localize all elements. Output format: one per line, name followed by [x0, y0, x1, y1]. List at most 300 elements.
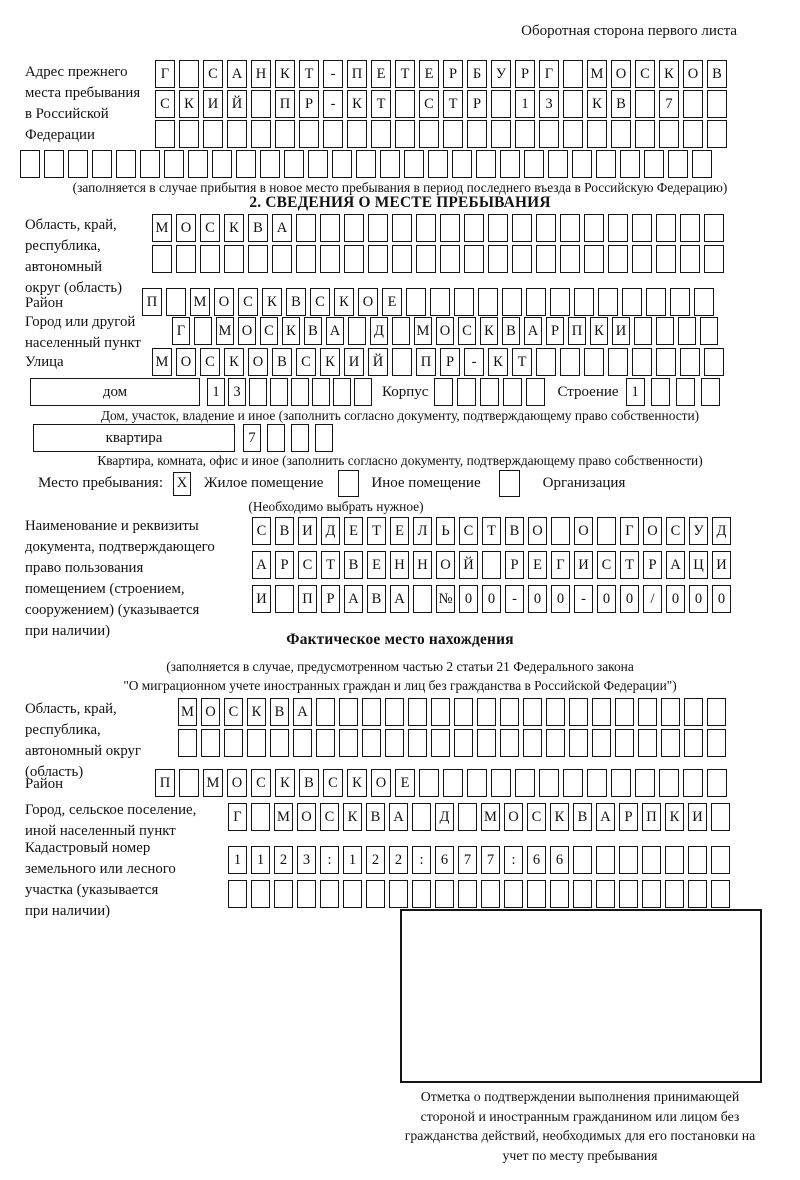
char-box: [443, 769, 463, 797]
char-box: [632, 245, 652, 273]
char-box: Г: [539, 60, 559, 88]
region-row-2: [152, 245, 724, 273]
district-row: [142, 288, 714, 316]
stay-type-label: Место пребывания:: [38, 475, 163, 491]
char-box: Е: [382, 288, 402, 316]
char-box: [395, 120, 415, 148]
char-box: П: [416, 348, 436, 376]
char-box: [274, 880, 293, 908]
char-box: :: [504, 846, 523, 874]
char-box: [688, 880, 707, 908]
char-box: С: [666, 517, 685, 545]
char-box: 0: [666, 585, 685, 613]
actual-location-note-1: (заполняется в случае, предусмотренном частью 2 статьи 21 Федерального закона: [166, 659, 634, 674]
char-box: [308, 150, 328, 178]
char-box: [608, 348, 628, 376]
label-line: Город, сельское поселение,: [25, 802, 197, 818]
char-box: [620, 150, 640, 178]
char-box: А: [524, 317, 542, 345]
house-number-cells: [207, 378, 372, 406]
char-box: [500, 729, 519, 757]
char-box: [248, 245, 268, 273]
char-box: С: [635, 60, 655, 88]
char-box: 7: [481, 846, 500, 874]
char-box: [251, 120, 271, 148]
char-box: [707, 120, 727, 148]
char-box: 0: [528, 585, 547, 613]
char-box: [392, 348, 412, 376]
char-box: [368, 214, 388, 242]
char-box: 2: [389, 846, 408, 874]
char-box: :: [412, 846, 431, 874]
char-box: К: [282, 317, 300, 345]
char-box: А: [666, 551, 685, 579]
char-box: [316, 698, 335, 726]
char-box: [464, 245, 484, 273]
char-box: [678, 317, 696, 345]
char-box: [179, 60, 199, 88]
document-row-3: [252, 585, 731, 613]
char-box: М: [152, 348, 172, 376]
char-box: [526, 288, 546, 316]
char-box: [608, 245, 628, 273]
char-box: П: [142, 288, 162, 316]
char-box: 6: [435, 846, 454, 874]
char-box: П: [347, 60, 367, 88]
char-box: К: [334, 288, 354, 316]
char-box: А: [596, 803, 615, 831]
char-box: [251, 803, 270, 831]
char-box: М: [190, 288, 210, 316]
char-box: [297, 880, 316, 908]
char-box: [477, 729, 496, 757]
korpus-cells: [434, 378, 545, 406]
char-box: [431, 729, 450, 757]
char-box: С: [320, 803, 339, 831]
char-box: К: [179, 90, 199, 118]
char-box: 0: [712, 585, 731, 613]
char-box: В: [502, 317, 520, 345]
char-box: 1: [207, 378, 225, 406]
char-box: [608, 214, 628, 242]
char-box: С: [527, 803, 546, 831]
char-box: [320, 214, 340, 242]
char-box: К: [587, 90, 607, 118]
char-box: 3: [539, 90, 559, 118]
char-box: [622, 288, 642, 316]
char-box: [512, 245, 532, 273]
char-box: В: [707, 60, 727, 88]
char-box: М: [414, 317, 432, 345]
label-line: право пользования: [25, 560, 144, 576]
char-box: К: [488, 348, 508, 376]
char-box: [615, 729, 634, 757]
char-box: Е: [419, 60, 439, 88]
region-label: [25, 215, 122, 299]
char-box: И: [252, 585, 271, 613]
char-box: И: [688, 803, 707, 831]
char-box: [563, 60, 583, 88]
char-box: [502, 288, 522, 316]
char-box: [548, 150, 568, 178]
char-box: Н: [390, 551, 409, 579]
char-box: [683, 120, 703, 148]
char-box: К: [224, 348, 244, 376]
actual-district-label: Район: [25, 776, 64, 792]
char-box: Д: [321, 517, 340, 545]
actual-city-row: [228, 803, 730, 831]
char-box: [116, 150, 136, 178]
char-box: Д: [435, 803, 454, 831]
char-box: [404, 150, 424, 178]
label-line: округ (область): [25, 280, 123, 296]
char-box: К: [275, 60, 295, 88]
char-box: [435, 880, 454, 908]
char-box: [676, 378, 695, 406]
char-box: Р: [299, 90, 319, 118]
char-box: [665, 846, 684, 874]
char-box: Г: [228, 803, 247, 831]
char-box: Г: [155, 60, 175, 88]
char-box: К: [275, 769, 295, 797]
char-box: С: [458, 317, 476, 345]
char-box: 0: [459, 585, 478, 613]
char-box: К: [590, 317, 608, 345]
char-box: [389, 880, 408, 908]
char-box: 2: [366, 846, 385, 874]
label-line: населенный пункт: [25, 335, 141, 351]
char-box: [692, 150, 712, 178]
char-box: О: [297, 803, 316, 831]
label-line: земельного или лесного: [25, 861, 176, 877]
char-box: В: [505, 517, 524, 545]
char-box: [512, 214, 532, 242]
char-box: [20, 150, 40, 178]
char-box: [688, 846, 707, 874]
char-box: -: [505, 585, 524, 613]
char-box: [546, 698, 565, 726]
char-box: К: [262, 288, 282, 316]
char-box: С: [252, 517, 271, 545]
char-box: [646, 288, 666, 316]
char-box: 1: [515, 90, 535, 118]
char-box: К: [550, 803, 569, 831]
char-box: И: [344, 348, 364, 376]
label-line: автономный округ: [25, 743, 141, 759]
char-box: М: [178, 698, 197, 726]
char-box: О: [528, 517, 547, 545]
char-box: [478, 288, 498, 316]
char-box: [670, 288, 690, 316]
char-box: [408, 698, 427, 726]
char-box: [638, 729, 657, 757]
char-box: [315, 424, 333, 452]
char-box: [584, 245, 604, 273]
char-box: И: [298, 517, 317, 545]
prev-address-row-3: [155, 120, 727, 148]
char-box: [44, 150, 64, 178]
apartment-widebox-label: квартира: [105, 429, 163, 446]
char-box: П: [155, 769, 175, 797]
char-box: В: [611, 90, 631, 118]
char-box: [661, 729, 680, 757]
char-box: А: [326, 317, 344, 345]
char-box: [464, 214, 484, 242]
char-box: Й: [459, 551, 478, 579]
char-box: Т: [482, 517, 501, 545]
char-box: К: [224, 214, 244, 242]
char-box: С: [323, 769, 343, 797]
char-box: Р: [443, 60, 463, 88]
char-box: О: [227, 769, 247, 797]
char-box: [524, 150, 544, 178]
label-line: автономный: [25, 259, 103, 275]
char-box: Р: [643, 551, 662, 579]
char-box: А: [272, 214, 292, 242]
char-box: [203, 120, 223, 148]
char-box: В: [248, 214, 268, 242]
char-box: [683, 90, 703, 118]
char-box: [227, 120, 247, 148]
char-box: [711, 803, 730, 831]
char-box: [320, 880, 339, 908]
house-note: Дом, участок, владение и иное (заполнить согласно документу, подтверждающему право собственности): [100, 408, 700, 423]
stamp-note: Отметка о подтверждении выполнения принимающей стороной и иностранным гражданином или лицом без гражданства действий, необходимых для его постановки на учет по месту пребывания: [404, 1089, 756, 1163]
char-box: О: [371, 769, 391, 797]
char-box: 6: [527, 846, 546, 874]
char-box: [480, 378, 499, 406]
char-box: О: [574, 517, 593, 545]
char-box: [178, 729, 197, 757]
char-box: [680, 214, 700, 242]
label-line: Область, край,: [25, 701, 117, 717]
house-widebox: [30, 378, 200, 406]
char-box: 1: [251, 846, 270, 874]
char-box: [707, 769, 727, 797]
char-box: №: [436, 585, 455, 613]
char-box: [680, 348, 700, 376]
char-box: [293, 729, 312, 757]
char-box: А: [389, 803, 408, 831]
char-box: [700, 317, 718, 345]
actual-region-row-2: [178, 729, 726, 757]
label-line: участка (указывается: [25, 882, 159, 898]
char-box: [413, 585, 432, 613]
char-box: [176, 245, 196, 273]
char-box: С: [200, 348, 220, 376]
char-box: [661, 698, 680, 726]
char-box: Р: [619, 803, 638, 831]
char-box: Т: [443, 90, 463, 118]
label-line: Кадастровый номер: [25, 840, 151, 856]
char-box: [272, 245, 292, 273]
char-box: А: [344, 585, 363, 613]
char-box: И: [612, 317, 630, 345]
char-box: [452, 150, 472, 178]
document-label: [25, 516, 215, 642]
char-box: И: [203, 90, 223, 118]
cadastre-row-1: [228, 846, 730, 874]
char-box: [488, 214, 508, 242]
char-box: [619, 880, 638, 908]
char-box: [611, 769, 631, 797]
char-box: [188, 150, 208, 178]
char-box: [704, 214, 724, 242]
char-box: [596, 150, 616, 178]
char-box: [299, 120, 319, 148]
section2-title: 2. СВЕДЕНИЯ О МЕСТЕ ПРЕБЫВАНИЯ: [249, 194, 551, 211]
char-box: [348, 317, 366, 345]
char-box: [412, 880, 431, 908]
label-line: места пребывания: [25, 85, 141, 101]
char-box: [247, 729, 266, 757]
house-widebox-label: дом: [102, 383, 128, 400]
label-line: помещением (строением,: [25, 581, 185, 597]
actual-city-label: [25, 800, 196, 842]
char-box: Г: [551, 551, 570, 579]
char-box: Р: [505, 551, 524, 579]
char-box: [395, 90, 415, 118]
char-box: [491, 90, 511, 118]
char-box: К: [665, 803, 684, 831]
korpus-label: Корпус: [382, 383, 429, 400]
char-box: [642, 880, 661, 908]
street-row: [152, 348, 724, 376]
char-box: [592, 698, 611, 726]
char-box: [659, 769, 679, 797]
char-box: [296, 214, 316, 242]
char-box: [392, 245, 412, 273]
char-box: 0: [551, 585, 570, 613]
char-box: [611, 120, 631, 148]
char-box: [523, 729, 542, 757]
char-box: П: [642, 803, 661, 831]
page-side-note: Оборотная сторона первого листа: [521, 23, 737, 39]
char-box: 7: [458, 846, 477, 874]
stroenie-label: Строение: [557, 383, 619, 400]
char-box: О: [683, 60, 703, 88]
char-box: [458, 803, 477, 831]
char-box: [651, 378, 670, 406]
label-line: при наличии): [25, 623, 111, 639]
char-box: [481, 880, 500, 908]
char-box: 0: [597, 585, 616, 613]
char-box: [587, 769, 607, 797]
char-box: [584, 214, 604, 242]
city-row: [172, 317, 718, 345]
char-box: [526, 378, 545, 406]
char-box: Т: [620, 551, 639, 579]
char-box: [260, 150, 280, 178]
char-box: [550, 288, 570, 316]
char-box: К: [343, 803, 362, 831]
char-box: Ц: [689, 551, 708, 579]
char-box: П: [298, 585, 317, 613]
char-box: [707, 90, 727, 118]
label-line: республика,: [25, 722, 101, 738]
char-box: 3: [297, 846, 316, 874]
char-box: [596, 880, 615, 908]
char-box: [212, 150, 232, 178]
char-box: [504, 880, 523, 908]
char-box: [665, 880, 684, 908]
char-box: [458, 880, 477, 908]
char-box: С: [296, 348, 316, 376]
char-box: :: [320, 846, 339, 874]
char-box: К: [320, 348, 340, 376]
char-box: Т: [367, 517, 386, 545]
char-box: 2: [274, 846, 293, 874]
char-box: [644, 150, 664, 178]
char-box: И: [712, 551, 731, 579]
char-box: О: [504, 803, 523, 831]
char-box: [536, 214, 556, 242]
char-box: [356, 150, 376, 178]
char-box: [523, 698, 542, 726]
label-line: Область, край,: [25, 217, 117, 233]
char-box: К: [347, 769, 367, 797]
char-box: [684, 729, 703, 757]
city-label: [25, 312, 141, 354]
label-line: Федерации: [25, 127, 95, 143]
char-box: В: [304, 317, 322, 345]
label-line: Наименование и реквизиты: [25, 518, 199, 534]
char-box: К: [480, 317, 498, 345]
char-box: [572, 150, 592, 178]
actual-region-row-1: [178, 698, 726, 726]
label-line: Адрес прежнего: [25, 64, 128, 80]
char-box: [707, 729, 726, 757]
char-box: [419, 120, 439, 148]
char-box: В: [299, 769, 319, 797]
char-box: Ь: [436, 517, 455, 545]
char-box: А: [293, 698, 312, 726]
char-box: М: [152, 214, 172, 242]
char-box: [634, 317, 652, 345]
char-box: Е: [528, 551, 547, 579]
char-box: О: [238, 317, 256, 345]
char-box: [249, 378, 267, 406]
char-box: [574, 288, 594, 316]
char-box: 6: [550, 846, 569, 874]
char-box: С: [419, 90, 439, 118]
district-label: Район: [25, 295, 64, 311]
char-box: [228, 880, 247, 908]
char-box: -: [574, 585, 593, 613]
char-box: [339, 698, 358, 726]
char-box: У: [689, 517, 708, 545]
char-box: [344, 245, 364, 273]
char-box: [267, 424, 285, 452]
stroenie-cells: [626, 378, 720, 406]
char-box: М: [274, 803, 293, 831]
char-box: Р: [515, 60, 535, 88]
char-box: [454, 729, 473, 757]
char-box: [419, 769, 439, 797]
char-box: [354, 378, 372, 406]
region-row-1: [152, 214, 724, 242]
apartment-note: Квартира, комната, офис и иное (заполнить согласно документу, подтверждающему право собственности): [97, 453, 703, 468]
char-box: О: [611, 60, 631, 88]
char-box: 7: [659, 90, 679, 118]
char-box: [635, 120, 655, 148]
char-box: [573, 880, 592, 908]
char-box: [701, 378, 720, 406]
char-box: Т: [321, 551, 340, 579]
char-box: [488, 245, 508, 273]
prev-address-note: (заполняется в случае прибытия в новое место пребывания в период последнего въезда в Российскую Федерацию): [72, 180, 728, 195]
char-box: М: [587, 60, 607, 88]
